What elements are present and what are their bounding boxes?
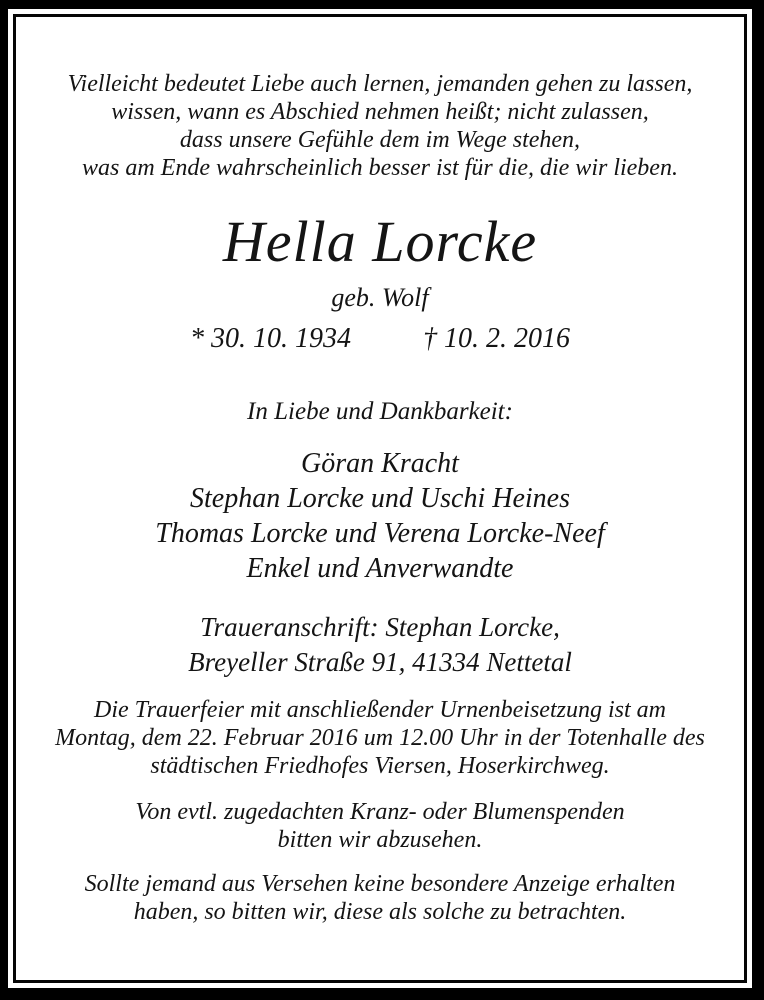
epigraph-line: Vielleicht bedeutet Liebe auch lernen, jemanden gehen zu lassen, [67, 71, 693, 97]
mourner-name: Stephan Lorcke und Uschi Heines [190, 483, 570, 514]
flower-request-line: bitten wir abzusehen. [277, 827, 483, 853]
mourner-name: Thomas Lorcke und Verena Lorcke-Neef [155, 518, 605, 549]
birth-date: * 30. 10. 1934 [190, 323, 351, 354]
notice-text [85, 870, 676, 926]
epigraph-line: wissen, wann es Abschied nehmen heißt; nicht zulassen, [111, 99, 649, 125]
ceremony-info-line: Montag, dem 22. Februar 2016 um 12.00 Uhr in der Totenhalle des [55, 725, 705, 751]
flower-request-line: Von evtl. zugedachten Kranz- oder Blumenspenden [135, 799, 625, 825]
death-date: † 10. 2. 2016 [423, 323, 570, 354]
mourning-address-line: Breyeller Straße 91, 41334 Nettetal [188, 647, 572, 677]
epigraph-line: was am Ende wahrscheinlich besser ist für die, die wir lieben. [82, 155, 678, 181]
mourner-name: Enkel und Anverwandte [246, 553, 514, 584]
gratitude-intro: In Liebe und Dankbarkeit: [247, 398, 513, 425]
epigraph-line: dass unsere Gefühle dem im Wege stehen, [179, 127, 581, 153]
epigraph [68, 70, 693, 182]
ceremony-info-line: Die Trauerfeier mit anschließender Urnenbeisetzung ist am [94, 697, 666, 723]
maiden-name: geb. Wolf [331, 283, 429, 312]
ceremony-info-line: städtischen Friedhofes Viersen, Hoserkirchweg. [150, 753, 610, 779]
deceased-name: Hella Lorcke [222, 209, 538, 274]
mourners-list [155, 446, 604, 586]
ceremony-info [55, 696, 705, 780]
flower-request [135, 798, 624, 854]
notice-text-line: Sollte jemand aus Versehen keine besondere Anzeige erhalten [84, 871, 676, 897]
mourner-name: Göran Kracht [301, 448, 459, 479]
mourning-address-line: Traueranschrift: Stephan Lorcke, [200, 612, 560, 642]
life-dates [190, 321, 570, 357]
obituary-card [8, 9, 752, 988]
obituary-frame [13, 14, 747, 983]
mourning-address [188, 610, 572, 680]
notice-text-line: haben, so bitten wir, diese als solche zu betrachten. [133, 899, 627, 925]
